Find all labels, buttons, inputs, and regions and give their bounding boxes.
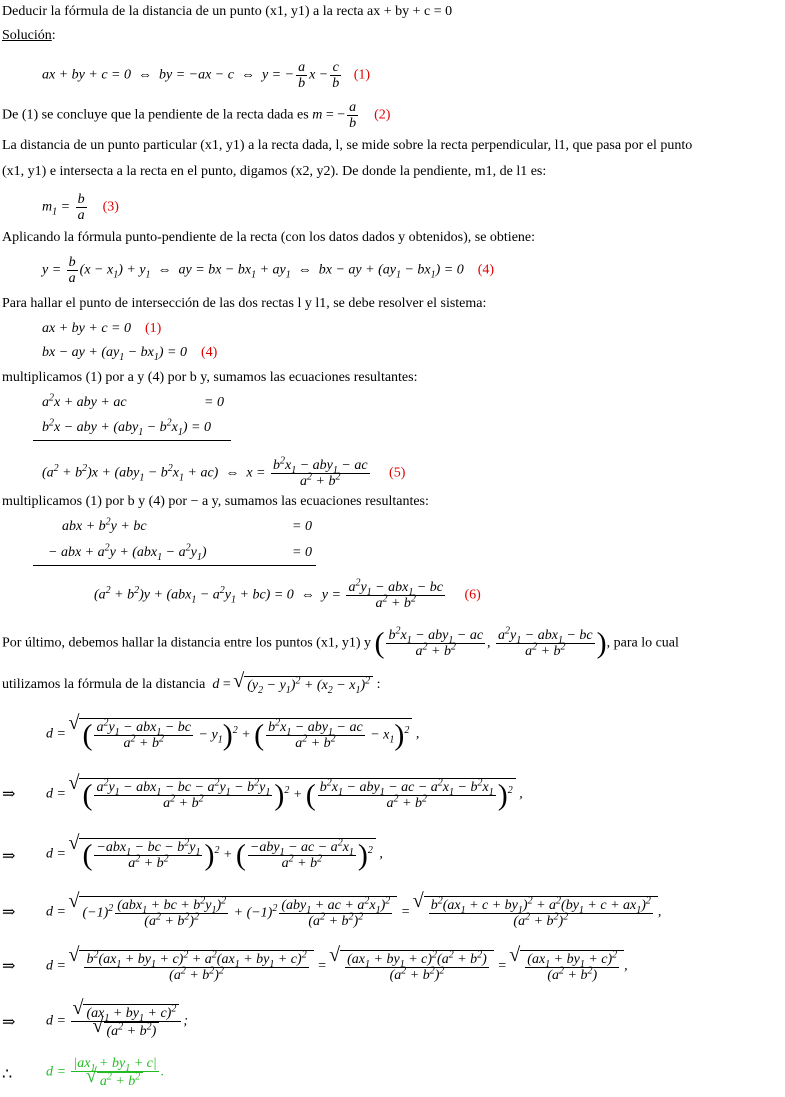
equation-3: $m_1$ = $\frac{b}{a}$ (3) [42, 192, 119, 223]
slope-paragraph: De (1) se concluye que la pendiente de la recta dada es m = − $\frac{a}{b}$ (2) [2, 100, 391, 131]
sum2-row2: − abx + $a^2y + (abx_1 - a^2y_1)$ [48, 542, 207, 563]
equation-1: ax + by + c = 0 ⇔ by = −ax − c ⇔ y = − $\frac{a}{b}$ x − $\frac{c}{b}$ (1) [42, 60, 371, 91]
multiply-paragraph-2: multiplicamos (1) por b y (4) por − a y, sumamos las ecuaciones resultantes: [2, 494, 429, 509]
multiply-paragraph-1: multiplicamos (1) por a y (4) por b y, sumamos las ecuaciones resultantes: [2, 370, 418, 385]
distance-step-3: d = √ ( $\frac{-abx_1 - bc - b^2y_1}{a^2 + b^2}$ )$^2$ + ( $\frac{-aby_1 - ac - a^2x_1}{a^2 + b^2}$ )$^2$ , [46, 838, 383, 871]
distance-step-2: d = √ ( $\frac{a^2y_1 - abx_1 - bc - a^2y_1 - b^2y_1}{a^2 + b^2}$ )$^2$ + ( $\frac{b^2x_1 - aby_1 - ac - a^2x_1 - b^2x_1}{a^2 + b^2}$ )$^2$ , [46, 778, 523, 811]
distance-step-4: d = √ $(-1)^2$ $\frac{(abx_1 + bc + b^2y_1)^2}{(a^2 + b^2)^2}$ + $(-1)^2$ $\frac{(aby_1 + ac + a^2x_1)^2}{(a^2 + b^2)^2}$ = √ $\frac{b^2(ax_1 + c + by_1)^2 + a^2(by_1 + c + ax_1)^2}{(a^2 + b^2)^2}$ , [46, 896, 661, 929]
implies-arrow-1: ⇒ [2, 786, 16, 803]
distance-paragraph-line2: (x1, y1) e intersecta a la recta en el punto, digamos (x2, y2). De donde la pendiente, m1, de l1 es: [2, 164, 547, 179]
problem-title: Deducir la fórmula de la distancia de un punto (x1, y1) a la recta ax + by + c = 0 [2, 4, 453, 19]
system-eq-1: ax + by + c = 0 (1) [42, 321, 162, 336]
sum2-row2-rhs: = 0 [292, 545, 312, 560]
sum2-row1: abx + $b^2y$ + bc [62, 516, 147, 534]
solution-label: Solución: [2, 28, 56, 43]
implies-arrow-2: ⇒ [2, 848, 16, 865]
point-slope-paragraph: Aplicando la fórmula punto-pendiente de la recta (con los datos dados y obtenidos), se obtiene: [2, 230, 536, 245]
implies-arrow-4: ⇒ [2, 958, 16, 975]
sum1-row1-rhs: = 0 [204, 395, 224, 410]
system-eq-2: bx − ay + $(ay_1 - bx_1) = 0$ (4) [42, 345, 218, 363]
sum2-row1-rhs: = 0 [292, 519, 312, 534]
distance-paragraph-line1: La distancia de un punto particular (x1, y1) a la recta dada, l, se mide sobre la recta perpendicular, l1, que pasa por el punto [2, 138, 693, 153]
implies-arrow-5: ⇒ [2, 1014, 16, 1031]
final-paragraph-line2: utilizamos la fórmula de la distancia d = √ $(y_2 - y_1)^2 + (x_2 - x_1)^2$ : [2, 676, 381, 694]
distance-step-1: d = √ ( $\frac{a^2y_1 - abx_1 - bc}{a^2 + b^2}$ − $y_1)^2$ + ( $\frac{b^2x_1 - aby_1 - ac}{a^2 + b^2}$ − $x_1)^2$ , [46, 718, 419, 751]
sum2-rule [33, 565, 316, 566]
final-paragraph-line1: Por último, debemos hallar la distancia entre los puntos (x1, y1) y ( $\frac{b^2x_1 - aby_1 - ac}{a^2 + b^2}$ , $\frac{a^2y_1 - abx_1 - bc}{a^2 + b^2}$ ), para lo cual [2, 625, 679, 660]
therefore-symbol: ∴ [2, 1066, 13, 1083]
equation-4: y = $\frac{b}{a}$ $(x - x_1) + y_1$ ⇔ ay = bx − $bx_1 + ay_1$ ⇔ bx − ay + $(ay_1 - bx_1) = 0$ (4) [42, 255, 495, 286]
system-paragraph: Para hallar el punto de intersección de las dos rectas l y l1, se debe resolver el sistema: [2, 296, 487, 311]
distance-step-6: d = √ $(ax_1 + by_1 + c)^2$ √ $(a^2 + b^2)$ ; [46, 1004, 188, 1039]
distance-step-5: d = √ $\frac{b^2(ax_1 + by_1 + c)^2 + a^2(ax_1 + by_1 + c)^2}{(a^2 + b^2)^2}$ = √ $\frac{(ax_1 + by_1 + c)^2(a^2 + b^2)}{(a^2 + b^2)^2}$ = √ $\frac{(ax_1 + by_1 + c)^2}{(a^2 + b^2)}$ , [46, 950, 628, 983]
equation-6: $(a^2 + b^2)y + (abx_1 - a^2y_1 + bc) = 0$ ⇔ y = $\frac{a^2y_1 - abx_1 - bc}{a^2 + b^2}$ (6) [94, 577, 481, 611]
sum1-row2: $b^2x$ − aby + $(aby_1 - b^2x_1) = 0$ [42, 417, 211, 438]
distance-formula-result: d = $|ax_1 + by_1 + c|$ √ $a^2 + b^2$ . [46, 1056, 164, 1089]
sum1-rule [33, 440, 231, 441]
implies-arrow-3: ⇒ [2, 904, 16, 921]
sum1-row1: $a^2x$ + aby + ac [42, 392, 127, 410]
equation-5: $(a^2 + b^2)x + (aby_1 - b^2x_1 + ac)$ ⇔ x = $\frac{b^2x_1 - aby_1 - ac}{a^2 + b^2}$ (5) [42, 455, 406, 489]
